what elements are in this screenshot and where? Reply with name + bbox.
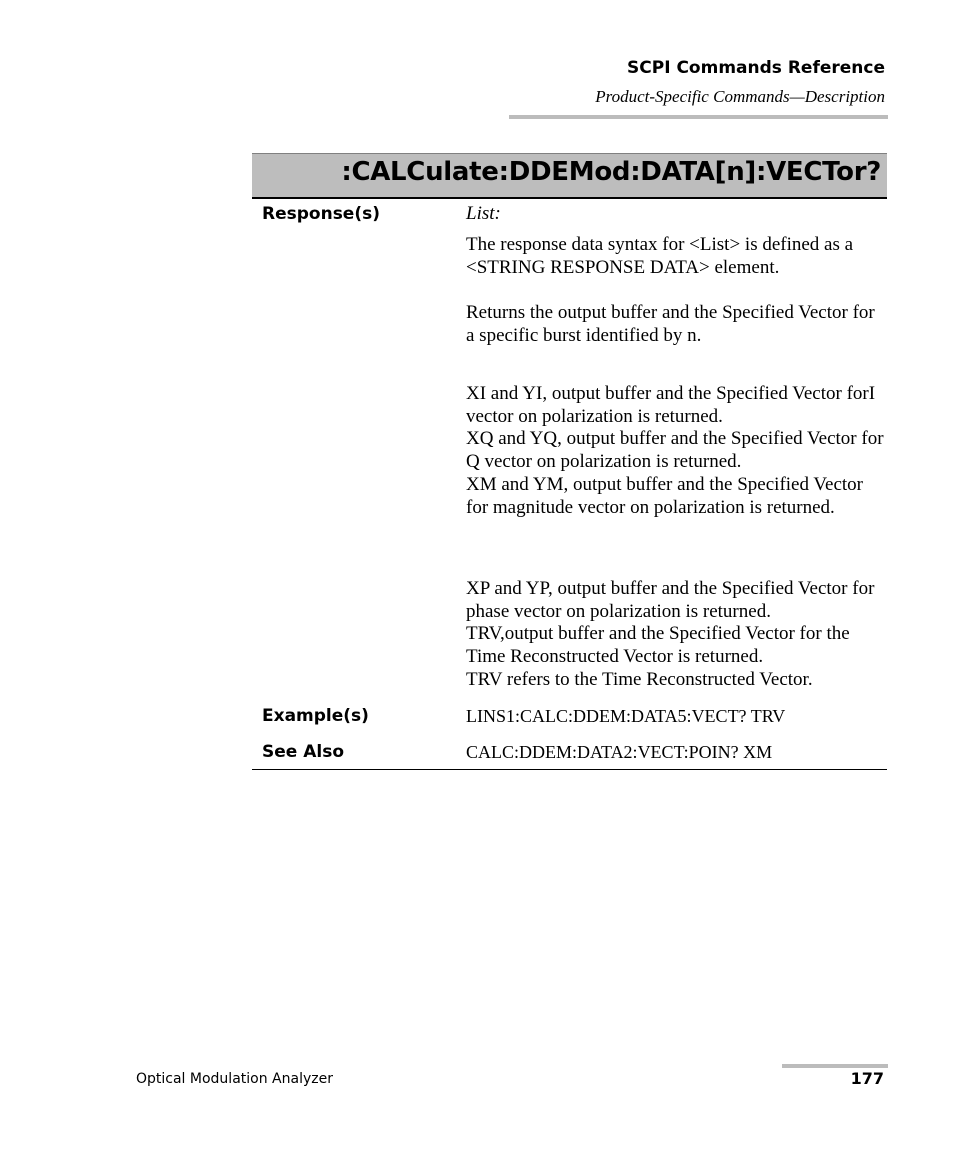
- response-description-block-4: [466, 578, 886, 692]
- example-label: Example(s): [262, 706, 369, 726]
- page-number: 177: [850, 1069, 884, 1088]
- command-title: :CALCulate:DDEMod:DATA[n]:VECTor?: [341, 157, 881, 187]
- header-divider: [509, 115, 888, 119]
- response-paragraph: XQ and YQ, output buffer and the Specified Vector for Q vector on polarization is returned.: [466, 428, 884, 473]
- response-paragraph: XI and YI, output buffer and the Specified Vector forI vector on polarization is returned.: [466, 383, 876, 427]
- table-bottom-rule: [252, 769, 887, 770]
- response-description-block-2: [466, 302, 886, 347]
- response-description-block-1: [466, 234, 886, 279]
- see-also-label: See Also: [262, 742, 345, 762]
- response-paragraph: TRV refers to the Time Reconstructed Vector.: [466, 668, 813, 690]
- response-description-block-3: [466, 383, 886, 519]
- response-label: Response(s): [262, 204, 380, 224]
- response-paragraph: The response data syntax for <List> is defined as a <STRING RESPONSE DATA> element.: [466, 234, 854, 278]
- running-header-subtitle: Product-Specific Commands—Description: [595, 87, 885, 106]
- footer-divider: [782, 1064, 888, 1068]
- footer-product-name: Optical Modulation Analyzer: [136, 1071, 333, 1087]
- see-also-value: CALC:DDEM:DATA2:VECT:POIN? XM: [466, 742, 773, 762]
- command-title-bar: [252, 153, 887, 199]
- response-paragraph: XP and YP, output buffer and the Specified Vector for phase vector on polarization is returned.: [466, 578, 875, 622]
- running-header-title: SCPI Commands Reference: [627, 58, 885, 78]
- response-paragraph: XM and YM, output buffer and the Specified Vector for magnitude vector on polarization is returned.: [466, 473, 863, 518]
- response-type: List:: [466, 203, 501, 224]
- example-value: LINS1:CALC:DDEM:DATA5:VECT? TRV: [466, 706, 786, 726]
- response-paragraph: Returns the output buffer and the Specified Vector for a specific burst identified by n.: [466, 302, 875, 346]
- response-paragraph: TRV,output buffer and the Specified Vector for the Time Reconstructed Vector is returned.: [466, 623, 850, 668]
